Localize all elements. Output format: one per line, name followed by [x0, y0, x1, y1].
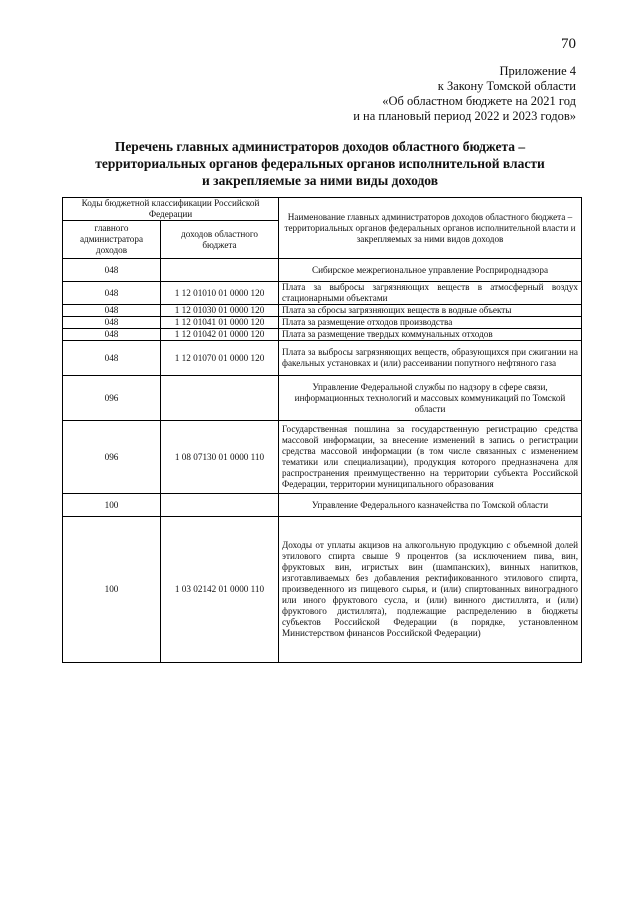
administrator-name-cell: Сибирское межрегиональное управление Росприроднадзора [279, 259, 582, 282]
appendix-block [246, 64, 576, 124]
admin-code-cell: 100 [63, 494, 161, 517]
revenue-administrators-table [62, 197, 582, 663]
table-row [63, 421, 582, 494]
title-line: Перечень главных администраторов доходов областного бюджета – [114, 139, 526, 154]
admin-code-cell: 048 [63, 305, 161, 317]
revenue-name-cell: Доходы от уплаты акцизов на алкогольную продукцию с объемной долей этилового спирта свыше 9 процентов (за исключением пива, вин, фруктовых вин, игристых вин (шампанских), винных напитков, изготавливаемых без добавления ректификованного этилового спирта, произведенного из пищевого сырья, и (или) спиртованных виноградного или иного фруктового сусла, и (или) винного дистиллята, и (или) фруктового дистиллята), подлежащие распределению в бюджеты субъектов Российской Федерации (в порядке, установленном Министерством финансов Российской Федерации) [279, 517, 582, 663]
table-row [63, 317, 582, 329]
appendix-line: к Закону Томской области [437, 79, 576, 93]
title-line: и закрепляемые за ними виды доходов [202, 173, 438, 188]
admin-code-cell: 096 [63, 376, 161, 421]
revenue-code-cell: 1 03 02142 01 0000 110 [161, 517, 279, 663]
table-row [63, 341, 582, 376]
revenue-name-cell: Плата за выбросы загрязняющих веществ в атмосферный воздух стационарными объектами [279, 282, 582, 305]
table-row [63, 494, 582, 517]
revenue-name-cell: Государственная пошлина за государственную регистрацию средства массовой информации, за внесение изменений в запись о регистрации средства массовой информации (в том числе связанных с изменением тематики или специализации), продукция которого предназначена для распространения преимущественно на территории субъекта Российской Федерации, территории муниципального образования [279, 421, 582, 494]
header-revenue-code: доходов областного бюджета [161, 221, 279, 259]
revenue-code-cell: 1 12 01010 01 0000 120 [161, 282, 279, 305]
admin-code-cell: 100 [63, 517, 161, 663]
page-number: 70 [561, 36, 576, 52]
revenue-code-cell: 1 12 01070 01 0000 120 [161, 341, 279, 376]
admin-code-cell: 048 [63, 259, 161, 282]
admin-code-cell: 048 [63, 317, 161, 329]
revenue-code-cell [161, 494, 279, 517]
table-body [63, 259, 582, 663]
table-row [63, 282, 582, 305]
revenue-code-cell: 1 12 01030 01 0000 120 [161, 305, 279, 317]
title-line: территориальных органов федеральных органов исполнительной власти [95, 156, 545, 171]
table-row [63, 376, 582, 421]
document-title [70, 138, 570, 189]
header-name: Наименование главных администраторов доходов областного бюджета – территориальных органов федеральных органов исполнительной власти и закрепляемых за ними видов доходов [279, 198, 582, 259]
revenue-code-cell: 1 12 01041 01 0000 120 [161, 317, 279, 329]
header-budget-codes: Коды бюджетной классификации Российской Федерации [63, 198, 279, 221]
admin-code-cell: 048 [63, 341, 161, 376]
appendix-line: «Об областном бюджете на 2021 год [382, 94, 576, 108]
table-row [63, 517, 582, 663]
table-row [63, 305, 582, 317]
administrator-name-cell: Управление Федерального казначейства по Томской области [279, 494, 582, 517]
admin-code-cell: 048 [63, 282, 161, 305]
table-row [63, 259, 582, 282]
revenue-code-cell [161, 376, 279, 421]
header-admin-code: главного администратора доходов [63, 221, 161, 259]
revenue-code-cell: 1 12 01042 01 0000 120 [161, 329, 279, 341]
revenue-code-cell: 1 08 07130 01 0000 110 [161, 421, 279, 494]
revenue-name-cell: Плата за размещение твердых коммунальных отходов [279, 329, 582, 341]
administrator-name-cell: Управление Федеральной службы по надзору в сфере связи, информационных технологий и массовых коммуникаций по Томской области [279, 376, 582, 421]
revenue-name-cell: Плата за выбросы загрязняющих веществ, образующихся при сжигании на факельных установках и (или) рассеивании попутного нефтяного газа [279, 341, 582, 376]
admin-code-cell: 048 [63, 329, 161, 341]
appendix-line: Приложение 4 [499, 64, 576, 78]
table-row [63, 329, 582, 341]
revenue-code-cell [161, 259, 279, 282]
revenue-name-cell: Плата за размещение отходов производства [279, 317, 582, 329]
revenue-name-cell: Плата за сбросы загрязняющих веществ в водные объекты [279, 305, 582, 317]
appendix-line: и на плановый период 2022 и 2023 годов» [353, 109, 576, 123]
admin-code-cell: 096 [63, 421, 161, 494]
